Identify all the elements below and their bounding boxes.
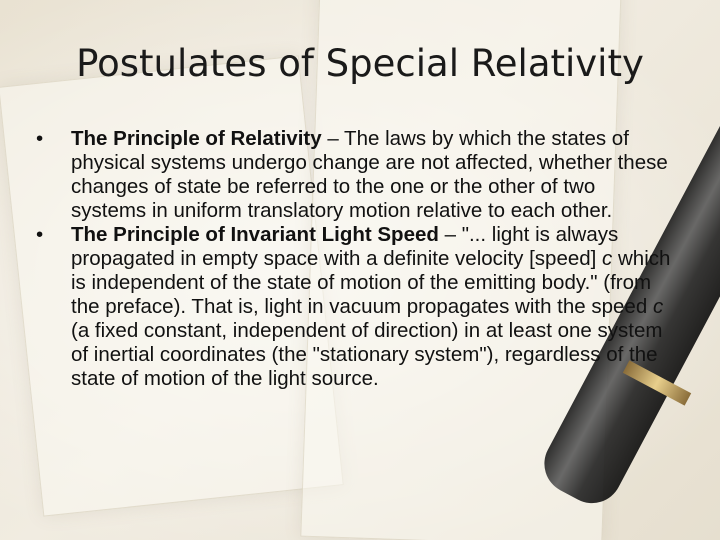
bullet-text: – The laws by which the states of physical systems undergo change are not affected, whether these changes of state be referred to the one or the other of two systems in uniform translatory motion relative to each other. bbox=[71, 127, 668, 222]
slide-body bbox=[36, 127, 676, 391]
bullet-principle-of-relativity bbox=[36, 127, 676, 223]
bullet-term: The Principle of Relativity bbox=[71, 127, 322, 150]
slide-title: Postulates of Special Relativity bbox=[76, 42, 644, 85]
speed-variable: c bbox=[652, 295, 664, 318]
bullet-text: (a fixed constant, independent of direction) in at least one system of inertial coordinates (the "stationary system"), regardless of the state of motion of the light source. bbox=[71, 319, 663, 390]
bullet-marker: • bbox=[36, 223, 44, 246]
bullet-text: – "... light is always propagated in empty space with a definite velocity [speed] bbox=[71, 223, 619, 270]
bullet-invariant-light-speed bbox=[36, 223, 676, 391]
bullet-term: The Principle of Invariant Light Speed bbox=[71, 223, 439, 246]
speed-variable: c bbox=[602, 247, 613, 270]
bullet-text: which is independent of the state of motion of the emitting body." (from the preface). That is, light in vacuum propagates with the speed bbox=[71, 247, 671, 318]
bullet-marker: • bbox=[36, 127, 44, 150]
